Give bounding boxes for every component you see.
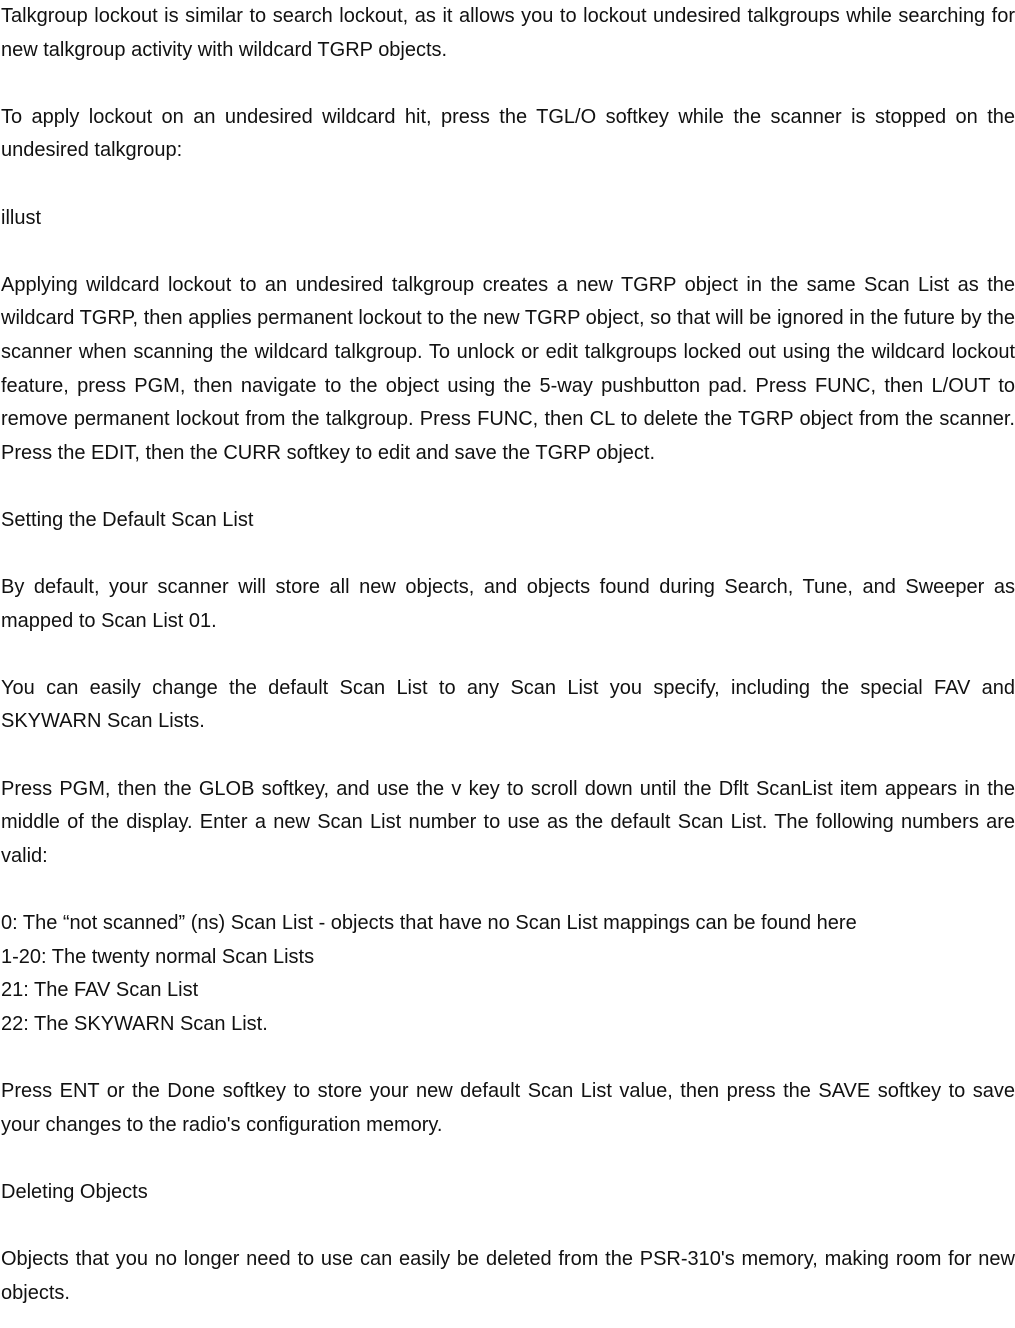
paragraph-talkgroup-lockout-intro: Talkgroup lockout is similar to search lockout, as it allows you to lockout undesired talkgroups while searching for new talkgroup activity with wildcard TGRP objects. <box>1 5 1015 61</box>
paragraph-spacer <box>1 168 1015 202</box>
paragraph-save-instructions: Press ENT or the Done softkey to store your new default Scan List value, then press the SAVE softkey to save your changes to the radio's configuration memory. <box>1 1080 1015 1136</box>
section-heading-default-scan-list: Setting the Default Scan List <box>1 508 254 531</box>
paragraph-spacer <box>1 1209 1015 1243</box>
paragraph-wildcard-lockout-details: Applying wildcard lockout to an undesired talkgroup creates a new TGRP object in the same Scan List as the wildcard TGRP, then applies permanent lockout to the new TGRP object, so that will be ignored in the future by the scanner when scanning the wildcard talkgroup. To unlock or edit talkgroups locked out using the wildcard lockout feature, press PGM, then navigate to the object using the 5-way pushbutton pad. Press FUNC, then L/OUT to remove permanent lockout from the talkgroup. Press FUNC, then CL to delete the TGRP object from the scanner. Press the EDIT, then the CURR softkey to edit and save the TGRP object. <box>1 273 1015 464</box>
section-heading-deleting-objects: Deleting Objects <box>1 1180 148 1203</box>
paragraph-apply-lockout: To apply lockout on an undesired wildcard hit, press the TGL/O softkey while the scanner is stopped on the undesired talkgroup: <box>1 105 1015 162</box>
paragraph-default-mapping: By default, your scanner will store all new objects, and objects found during Search, Tune, and Sweeper as mapped to Scan List 01. <box>1 576 1015 632</box>
paragraph-deleting-intro: Objects that you no longer need to use can easily be deleted from the PSR-310's memory, making room for new objects. <box>1 1247 1015 1304</box>
valid-numbers-list <box>1 907 1015 1041</box>
paragraph-spacer <box>1 470 1015 504</box>
paragraph-spacer <box>1 739 1015 773</box>
illustration-placeholder: illust <box>1 206 42 229</box>
list-item: 0: The “not scanned” (ns) Scan List - objects that have no Scan List mappings can be found here <box>1 912 857 935</box>
paragraph-spacer <box>1 67 1015 101</box>
paragraph-spacer <box>1 1041 1015 1075</box>
list-item: 21: The FAV Scan List <box>1 979 199 1002</box>
paragraph-spacer <box>1 538 1015 572</box>
paragraph-spacer <box>1 873 1015 907</box>
list-item: 22: The SKYWARN Scan List. <box>1 1012 268 1035</box>
paragraph-change-default: You can easily change the default Scan List to any Scan List you specify, including the special FAV and SKYWARN Scan Lists. <box>1 676 1015 733</box>
paragraph-glob-instructions: Press PGM, then the GLOB softkey, and use the v key to scroll down until the Dflt ScanList item appears in the middle of the display. Enter a new Scan List number to use as the default Scan List. The following numbers are valid: <box>1 777 1015 867</box>
paragraph-spacer <box>1 1142 1015 1176</box>
list-item: 1-20: The twenty normal Scan Lists <box>1 945 315 968</box>
paragraph-spacer <box>1 638 1015 672</box>
paragraph-spacer <box>1 235 1015 269</box>
